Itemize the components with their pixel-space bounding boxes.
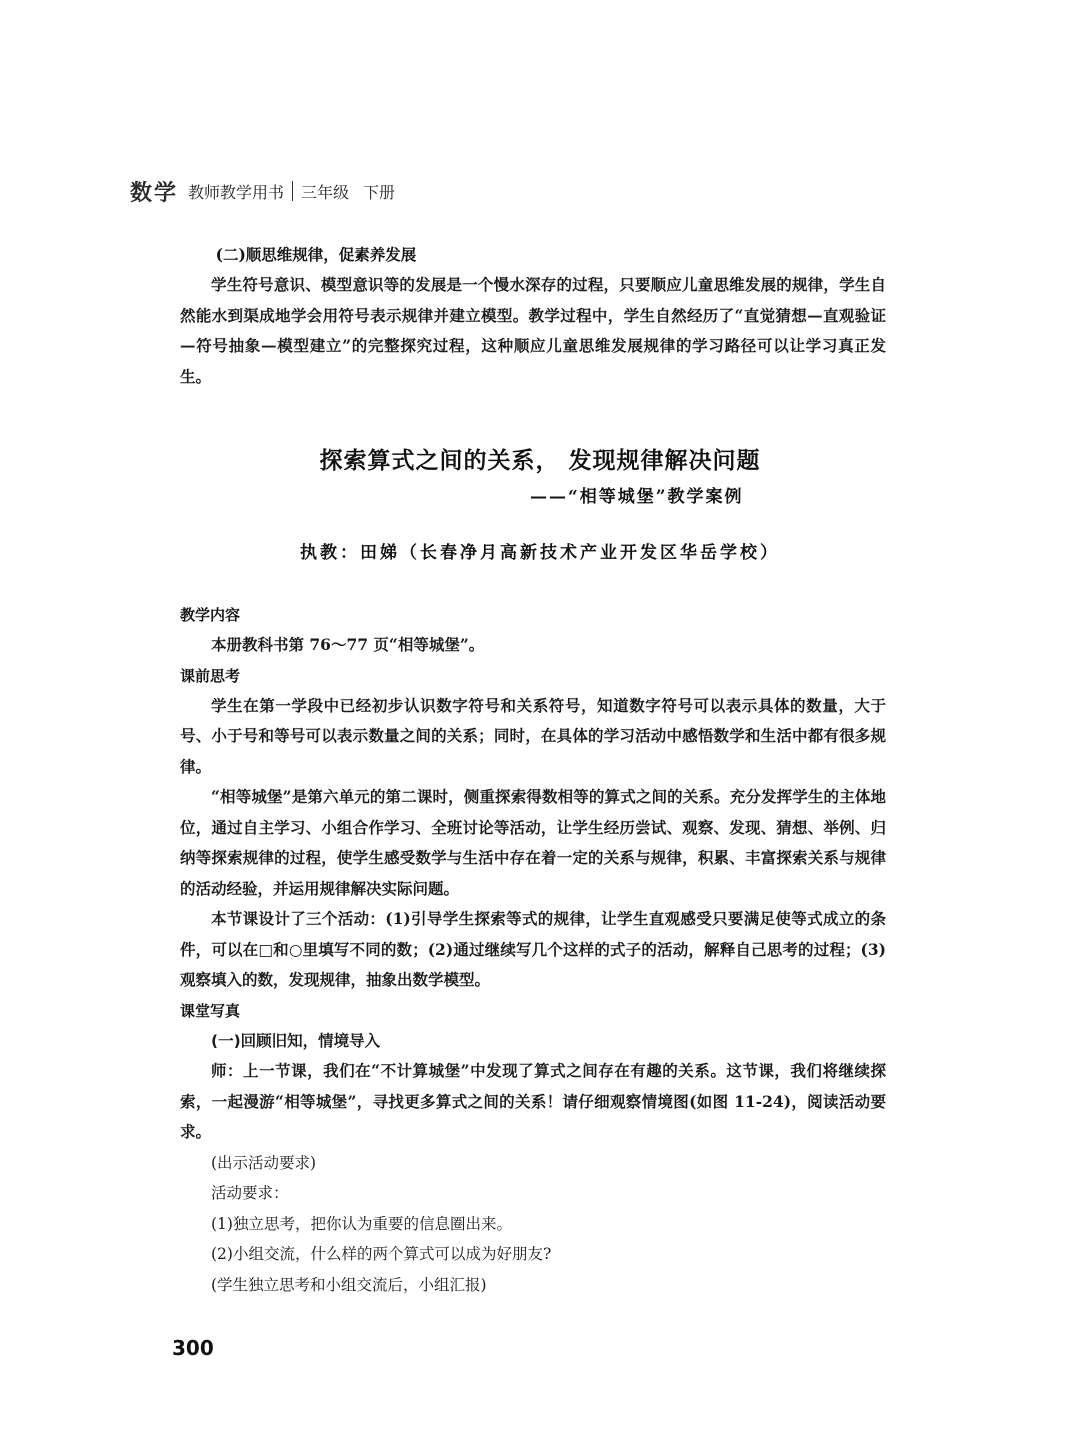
brand-mark: 数学: [130, 176, 182, 207]
header-grade: 三年级: [301, 182, 350, 202]
header-divider: [292, 181, 293, 201]
content-line: (出示活动要求): [211, 1153, 317, 1172]
header-volume: 下册: [363, 182, 396, 202]
step1-heading: (一)回顾旧知，情境导入: [211, 1031, 381, 1050]
step1-paragraph: 师：上一节课，我们在“不计算城堡”中发现了算式之间存在有趣的关系。这节课，我们将继续探索，一起漫游“相等城堡”，寻找更多算式之间的关系！请仔细观察情境图(如图 11-24)，阅读活动要求。: [180, 1061, 886, 1141]
author-line: 执教：田娣（长春净月高新技术产业开发区华岳学校）: [300, 543, 780, 563]
page-number: 300: [172, 1336, 214, 1360]
content-line: (学生独立思考和小组交流后，小组汇报): [211, 1275, 487, 1294]
page-header: [130, 176, 395, 206]
teaching-content-text: 本册教科书第 76～77 页“相等城堡”。: [211, 635, 485, 654]
top-section-paragraph: 学生符号意识、模型意识等的发展是一个慢水深存的过程，只要顺应儿童思维发展的规律，学生自然能水到渠成地学会用符号表示规律并建立模型。教学过程中，学生自然经历了“直觉猜想—直观验证—符号抽象—模型建立”的完整探究过程，这种顺应儿童思维发展规律的学习路径可以让学习真正发生。: [180, 275, 886, 386]
main-content: [180, 600, 886, 1300]
article-subtitle: ——“相等城堡”教学案例: [530, 487, 744, 507]
class-record-label: 课堂写真: [180, 1001, 241, 1020]
content-line: (1)独立思考，把你认为重要的信息圈出来。: [211, 1214, 512, 1233]
content-line: 活动要求：: [211, 1184, 289, 1202]
pre-class-paragraph: “相等城堡”是第六单元的第二课时，侧重探索得数相等的算式之间的关系。充分发挥学生的主体地位，通过自主学习、小组合作学习、全班讨论等活动，让学生经历尝试、观察、发现、猜想、举例、归纳等探索规律的过程，使学生感受数学与生活中存在着一定的关系与规律，积累、丰富探索关系与规律的活动经验，并运用规律解决实际问题。: [180, 787, 886, 898]
article-title: 探索算式之间的关系， 发现规律解决问题: [319, 448, 761, 474]
pre-class-paragraph: 学生在第一学段中已经初步认识数字符号和关系符号，知道数字符号可以表示具体的数量，大于号、小于号和等号可以表示数量之间的关系；同时，在具体的学习活动中感悟数学和生活中都有很多规律。: [180, 695, 886, 776]
pre-class-paragraph: 本节课设计了三个活动：(1)引导学生探索等式的规律，让学生直观感受只要满足使等式成立的条件，可以在□和○里填写不同的数；(2)通过继续写几个这样的式子的活动，解释自己思考的过程；(3)观察填入的数，发现规律，抽象出数学模型。: [180, 909, 886, 989]
content-line: (2)小组交流，什么样的两个算式可以成为好朋友?: [211, 1245, 552, 1263]
teaching-content-label: 教学内容: [180, 606, 241, 624]
top-section: [180, 240, 886, 392]
book-title: 教师教学用书: [188, 182, 285, 202]
top-section-heading: (二)顺思维规律，促素养发展: [215, 245, 417, 264]
pre-class-label: 课前思考: [180, 666, 241, 685]
